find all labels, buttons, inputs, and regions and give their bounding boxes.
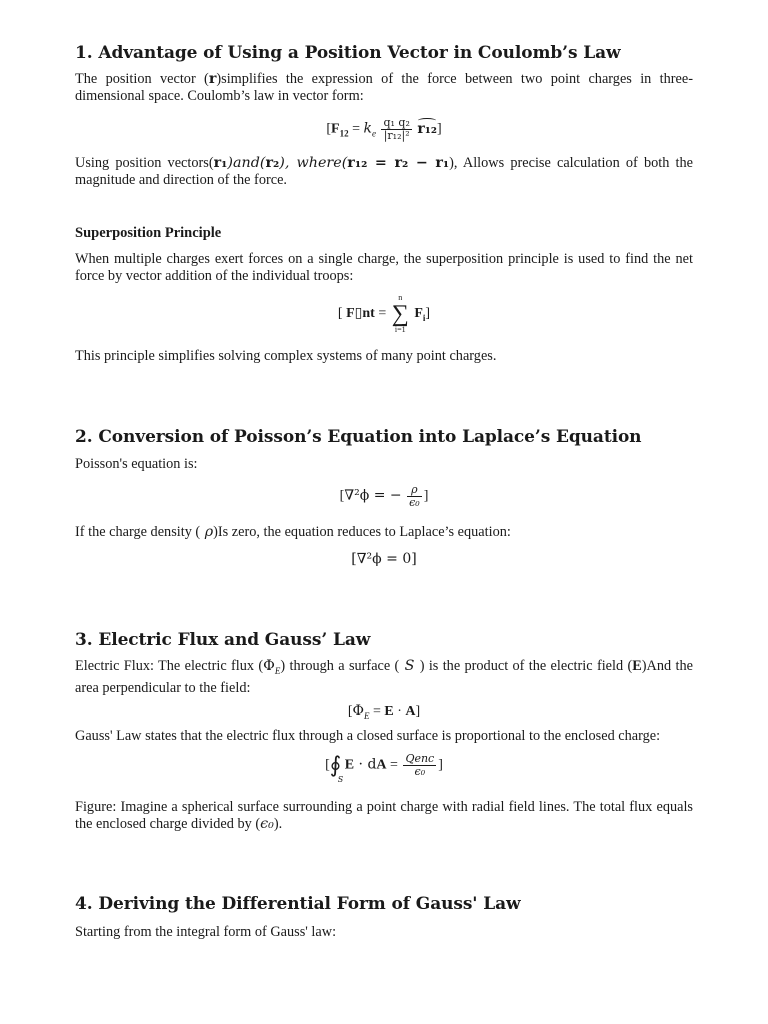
charge-density-text-cont: )Is zero, the equation reduces to Laplace’s equation: [213, 524, 511, 540]
sum-lower-limit: i=1 [394, 325, 406, 334]
q-enclosed: Qenc [405, 752, 435, 765]
bracket-open: [ [337, 306, 347, 322]
equals: = [386, 757, 402, 773]
integral-glyph: ∮ [329, 753, 342, 778]
force-i-subscript: i [422, 313, 426, 324]
bracket-open: [ [339, 488, 345, 504]
coulomb-constant: k [363, 120, 372, 137]
closed-integral-symbol [329, 753, 344, 784]
flux-text-b: ) through a surface ( [280, 658, 400, 674]
superposition-after: This principle simplifies solving complex systems of many point charges. [75, 348, 497, 364]
equals: = [348, 121, 364, 137]
phi-subscript: E [274, 665, 281, 676]
section-2-heading: 2. Conversion of Poisson’s Equation into Laplace’s Equation [75, 427, 642, 447]
bracket-open: [ [347, 704, 353, 719]
figure-text-end: ). [273, 816, 283, 832]
section-4-intro: Starting from the integral form of Gauss' law: [75, 924, 337, 940]
intro-text-cont: )simplifies the expression of the force between two point charges in three-dimensional space. Coulomb’s law in vector form: [75, 71, 693, 104]
dot-operator: · [393, 704, 406, 719]
bracket-open: [ [326, 121, 331, 137]
section-3-heading: 3. Electric Flux and Gauss’ Law [75, 630, 371, 650]
area-symbol: A [376, 757, 387, 773]
coulomb-vector-equation [75, 117, 693, 142]
sum-upper-limit: n [398, 293, 403, 302]
where-text: ), where( [279, 155, 348, 171]
integral-subscript: S [337, 775, 344, 784]
force-symbol: F [331, 121, 340, 137]
rho-symbol: ρ [200, 524, 214, 540]
equals: = [374, 306, 390, 322]
phi-symbol: Φ [352, 703, 364, 719]
surface-symbol: S [399, 658, 420, 674]
field-symbol: E [632, 658, 642, 674]
charge-density-text: If the charge density ( [75, 524, 201, 540]
bracket-close: ] [425, 306, 431, 322]
poisson-equation [75, 484, 693, 509]
bracket-close: ] [415, 704, 421, 719]
rho-numerator: ρ [411, 483, 418, 496]
gauss-integral-equation [75, 752, 693, 784]
flux-equation [75, 703, 693, 721]
phi-subscript: E [363, 710, 370, 721]
epsilon-denominator: ϵ₀ [403, 765, 436, 778]
figure-caption [75, 799, 693, 833]
charge-fraction [381, 117, 411, 142]
force-i-symbol: F [414, 306, 423, 322]
field-symbol: E [384, 704, 394, 719]
fraction-numerator: q₁ q₂ [383, 116, 410, 129]
bracket-open: [ [325, 757, 330, 773]
section-2-text [75, 524, 693, 541]
constant-subscript: e [371, 128, 376, 139]
intro-text: The position vector ( [75, 71, 209, 87]
section-3-text [75, 658, 693, 697]
net-force-equation [75, 293, 693, 335]
r1-symbol: r₁ [213, 155, 228, 171]
area-symbol: A [405, 704, 416, 719]
fraction-denominator: |r₁₂|² [381, 129, 411, 142]
dot-d: · d [354, 756, 377, 773]
net-force-symbol: F▯nt [346, 306, 375, 322]
phi-symbol: Φ [263, 658, 275, 674]
superposition-text: When multiple charges exert forces on a single charge, the superposition principle is used to find the net force by vector addition of the individual troops: [75, 251, 693, 284]
flux-text-c: ) is the product of the electric field ( [419, 658, 633, 674]
bracket-close: ] [438, 757, 443, 773]
gauss-law-text: Gauss' Law states that the electric flux through a closed surface is proportional to the enclosed charge: [75, 728, 661, 744]
and-text: )and( [227, 155, 266, 171]
figure-text: Figure: Imagine a spherical surface surrounding a point charge with radial field lines. The total flux equals the enclosed charge divided by ( [75, 799, 693, 832]
summation-operator [392, 293, 409, 335]
field-symbol: E [344, 757, 355, 773]
laplace-equation: [∇²ϕ = 0] [351, 551, 417, 567]
epsilon-symbol: ϵ₀ [260, 816, 274, 832]
poisson-lhs: ∇²ϕ = − [344, 487, 402, 504]
poisson-fraction [407, 484, 422, 509]
epsilon-denominator: ϵ₀ [409, 496, 420, 509]
bracket-close: ] [437, 121, 442, 137]
section-1-follow [75, 155, 693, 189]
superposition-heading: Superposition Principle [75, 225, 222, 241]
r12-expression: r₁₂ = r₂ − r₁ [347, 155, 450, 171]
r2-symbol: r₂ [265, 155, 280, 171]
flux-text: Electric Flux: The electric flux ( [75, 658, 264, 674]
position-vector-symbol: r [208, 71, 217, 87]
follow-text-cont: ), Allows precise calculation of both the magnitude and direction of the force. [75, 155, 693, 188]
section-1-intro [75, 71, 693, 105]
enclosed-charge-fraction [403, 753, 436, 778]
flux-text-d: )And the area perpendicular to the field: [75, 658, 693, 696]
follow-text: Using position vectors( [75, 155, 214, 171]
section-2-intro: Poisson's equation is: [75, 456, 198, 472]
sigma-symbol: ∑ [391, 301, 409, 327]
force-subscript: 12 [339, 128, 349, 139]
equals: = [369, 704, 385, 719]
unit-vector: r₁₂ [417, 120, 437, 137]
bracket-close: ] [423, 488, 429, 504]
section-1-heading: 1. Advantage of Using a Position Vector in Coulomb’s Law [75, 43, 621, 63]
section-4-heading: 4. Deriving the Differential Form of Gauss' Law [75, 894, 521, 914]
